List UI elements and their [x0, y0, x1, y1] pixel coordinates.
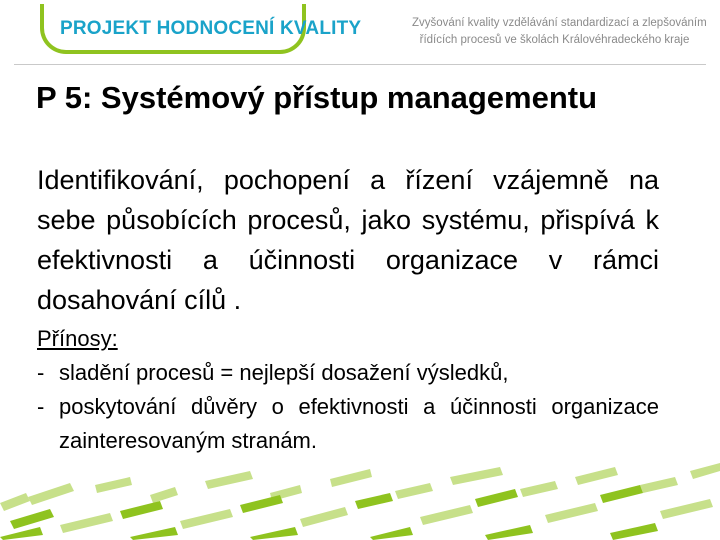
- logo-text: PROJEKT HODNOCENÍ KVALITY: [60, 18, 362, 39]
- header-divider: [14, 64, 706, 65]
- benefit-item: [37, 356, 659, 390]
- slide-title: P 5: Systémový přístup managementu: [36, 80, 598, 115]
- benefits-heading: Přínosy:: [37, 326, 118, 351]
- project-logo: [40, 4, 362, 54]
- tagline-line-1: Zvyšování kvality vzdělávání standardizací a zlepšováním: [412, 17, 707, 29]
- tagline-line-2: řídících procesů ve školách Královéhradeckého kraje: [419, 34, 690, 46]
- benefits-section: [37, 322, 659, 458]
- benefit-bullet: -: [37, 394, 45, 419]
- principle-paragraph: Identifikování, pochopení a řízení vzájemně na sebe působících procesů, jako systému, přispívá k efektivnosti a účinnosti organizace v rámci dosahování cílů .: [37, 165, 659, 315]
- benefit-bullet: -: [37, 360, 45, 385]
- decorative-ribbon: [0, 455, 720, 540]
- benefit-text: sladění procesů = nejlepší dosažení výsledků,: [59, 360, 509, 385]
- benefit-item: [37, 390, 659, 458]
- benefit-text: poskytování důvěry o efektivnosti a účinnosti organizace zainteresovaným stranám.: [59, 394, 659, 453]
- header-tagline: [412, 15, 707, 49]
